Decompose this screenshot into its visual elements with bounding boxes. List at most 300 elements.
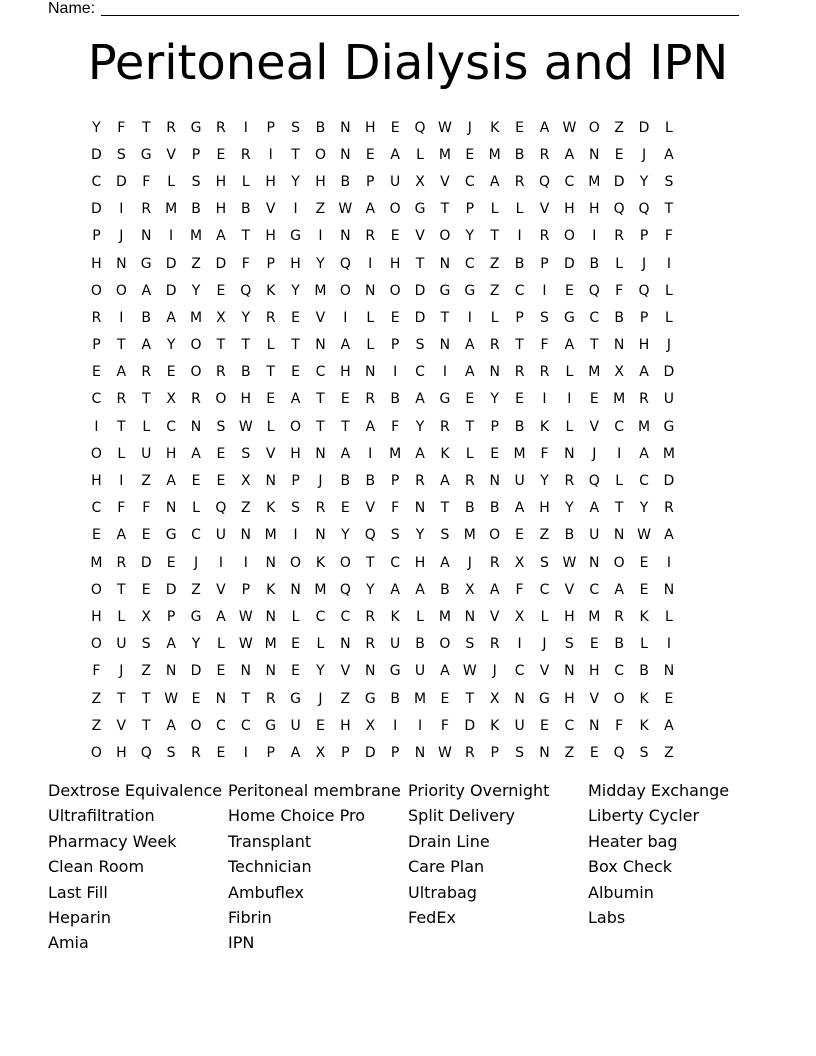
grid-letter: Z [539,527,550,544]
grid-letter: A [365,418,376,435]
grid-letter: A [166,636,176,653]
grid-letter: A [664,717,674,734]
grid-letter: F [241,255,250,272]
grid-letter: L [117,445,126,462]
grid-letter: R [116,391,127,408]
grid-letter: I [243,119,248,136]
grid-letter: F [142,173,151,190]
grid-letter: R [489,636,500,653]
grid-letter: Z [614,119,624,136]
grid-letter: R [141,364,152,381]
grid-letter: K [490,717,500,734]
grid-letter: F [391,418,400,435]
grid-letter: I [243,744,248,761]
grid-letter: E [365,146,375,163]
grid-letter: L [266,337,275,354]
grid-letter: D [165,282,177,299]
grid-letter: Q [414,119,426,136]
grid-letter: H [215,201,227,218]
grid-letter: A [290,391,301,408]
grid-letter: Z [141,473,152,490]
grid-letter: R [639,391,649,408]
grid-letter: N [165,500,177,517]
grid-letter: B [589,255,600,272]
grid-letter: S [291,500,301,517]
grid-letter: H [414,554,426,571]
grid-row [84,467,732,494]
grid-letter: Y [639,500,649,517]
grid-letter: O [90,282,102,299]
grid-letter: E [266,391,276,408]
grid-letter: R [116,554,127,571]
grid-letter: W [164,690,179,707]
grid-letter: L [241,173,250,190]
grid-letter: W [437,744,452,761]
grid-letter: I [94,418,99,435]
grid-row [84,168,732,195]
grid-letter: Q [215,500,227,517]
grid-letter: D [165,255,177,272]
grid-letter: E [515,119,525,136]
grid-letter: R [464,744,475,761]
grid-letter: L [316,636,325,653]
word-bank-item: FedEx [408,907,456,927]
grid-row [84,413,732,440]
grid-letter: D [140,554,152,571]
grid-letter: N [365,364,376,381]
grid-letter: N [365,282,376,299]
name-label: Name: [48,0,96,17]
grid-letter: L [640,636,648,653]
grid-letter: E [291,364,300,381]
grid-letter: C [340,608,351,625]
grid-letter: M [588,173,601,190]
grid-letter: K [315,554,326,571]
grid-letter: K [639,608,649,625]
grid-letter: T [515,337,524,354]
grid-letter: N [489,473,500,490]
grid-letter: V [589,690,600,707]
word-bank-item [588,930,768,955]
name-field [48,0,739,18]
grid-letter: Q [613,201,625,218]
grid-letter: E [216,473,226,490]
grid-letter: R [216,364,226,381]
grid-letter: G [165,527,177,544]
grid-letter: S [465,636,475,653]
grid-letter: P [390,744,400,761]
grid-letter: L [515,201,524,218]
grid-letter: N [663,581,675,598]
grid-letter: X [240,473,251,490]
grid-letter: K [266,282,276,299]
word-bank-item: Transplant [228,831,312,851]
grid-letter: N [315,445,326,462]
grid-letter: J [193,554,199,571]
grid-letter: V [539,663,550,680]
grid-letter: B [315,119,326,136]
grid-letter: N [340,119,351,136]
grid-letter: I [617,445,622,462]
grid-letter: B [465,500,475,517]
grid-letter: U [589,527,600,544]
grid-letter: T [664,201,674,218]
grid-letter: N [564,445,575,462]
grid-letter: J [318,690,323,707]
grid-letter: P [639,228,649,245]
grid-letter: L [167,173,176,190]
grid-letter: B [365,473,376,490]
grid-letter: C [589,581,600,598]
grid-letter: Q [364,527,376,544]
grid-letter: M [513,445,526,462]
grid-letter: E [614,146,624,163]
grid-letter: H [564,201,575,218]
grid-letter: X [166,391,176,408]
grid-letter: B [240,201,251,218]
grid-letter: E [515,527,525,544]
grid-letter: Y [316,255,325,272]
grid-row [84,359,732,386]
grid-letter: R [365,391,376,408]
grid-letter: V [166,146,176,163]
grid-letter: S [141,636,151,653]
word-bank [48,778,768,956]
grid-letter: H [564,608,575,625]
word-bank-item: Drain Line [408,831,490,851]
word-bank-item: Liberty Cycler [588,806,700,826]
grid-letter: B [514,146,525,163]
grid-letter: O [314,146,326,163]
grid-letter: L [615,255,624,272]
grid-letter: H [588,663,600,680]
grid-letter: X [489,690,500,707]
grid-letter: A [564,337,575,354]
grid-row [84,712,732,739]
grid-letter: E [390,228,400,245]
grid-letter: S [191,173,201,190]
grid-letter: C [91,500,102,517]
grid-row [84,277,732,304]
grid-letter: V [539,201,550,218]
grid-letter: I [218,554,223,571]
grid-letter: N [439,255,451,272]
grid-letter: N [589,554,600,571]
grid-letter: B [639,663,649,680]
grid-letter: V [365,500,376,517]
grid-letter: M [314,581,327,598]
grid-letter: I [666,255,671,272]
grid-letter: T [141,119,151,136]
grid-letter: B [614,309,624,326]
grid-letter: M [264,636,277,653]
word-bank-item: Clean Room [48,857,145,877]
grid-letter: D [663,473,675,490]
grid-letter: I [393,364,398,381]
grid-letter: B [614,636,624,653]
grid-row [84,250,732,277]
grid-letter: O [90,445,102,462]
grid-letter: O [563,228,575,245]
grid-letter: U [141,445,152,462]
grid-letter: S [515,744,525,761]
grid-letter: T [589,337,599,354]
grid-letter: L [615,473,624,490]
grid-letter: Y [415,418,425,435]
grid-letter: B [340,473,351,490]
grid-letter: N [564,663,575,680]
grid-letter: W [462,663,477,680]
grid-letter: P [490,744,499,761]
grid-letter: W [238,418,253,435]
grid-letter: P [266,119,275,136]
grid-letter: N [489,364,500,381]
grid-letter: F [615,282,624,299]
grid-letter: U [390,636,401,653]
grid-letter: A [390,146,400,163]
grid-letter: Q [638,282,650,299]
grid-letter: T [117,690,126,707]
grid-letter: A [514,500,525,517]
grid-letter: R [564,473,575,490]
grid-letter: G [563,309,575,326]
grid-letter: H [265,228,276,245]
grid-row [84,549,732,576]
grid-letter: I [542,282,547,299]
grid-letter: W [637,527,651,544]
grid-letter: M [588,608,601,625]
grid-letter: G [190,119,202,136]
grid-letter: S [291,119,301,136]
grid-row [84,739,732,766]
grid-letter: I [666,554,671,571]
grid-letter: O [389,282,401,299]
grid-row [84,223,732,250]
grid-letter: E [465,391,475,408]
grid-letter: R [216,119,226,136]
grid-letter: E [291,663,300,680]
grid-letter: M [189,228,203,245]
grid-letter: F [664,228,673,245]
grid-letter: W [338,201,353,218]
grid-letter: F [92,663,101,680]
grid-letter: I [169,228,174,245]
grid-letter: M [165,201,178,218]
word-bank-item: Care Plan [408,857,485,877]
word-bank-item: Fibrin [228,907,272,927]
grid-letter: A [365,201,376,218]
grid-letter: M [264,527,277,544]
grid-letter: B [564,527,575,544]
grid-letter: A [489,581,500,598]
grid-letter: E [390,309,400,326]
grid-letter: S [241,445,251,462]
grid-letter: I [567,391,572,408]
grid-letter: F [117,119,126,136]
grid-letter: L [540,608,549,625]
grid-letter: M [90,554,103,571]
grid-letter: G [290,690,301,707]
grid-letter: N [240,663,252,680]
grid-letter: B [415,636,425,653]
grid-letter: L [142,418,151,435]
grid-letter: T [141,391,151,408]
grid-letter: X [614,364,624,381]
grid-letter: S [639,744,649,761]
grid-letter: S [216,418,226,435]
grid-letter: C [216,717,226,734]
grid-letter: S [116,146,126,163]
grid-letter: A [589,500,600,517]
grid-letter: G [414,201,426,218]
grid-row [84,631,732,658]
grid-letter: M [488,146,501,163]
grid-letter: R [191,744,201,761]
grid-letter: F [540,337,549,354]
grid-letter: E [639,581,649,598]
grid-letter: I [393,717,398,734]
grid-row [84,332,732,359]
grid-letter: N [190,418,202,435]
grid-letter: H [91,255,102,272]
grid-letter: I [243,554,248,571]
grid-letter: Q [638,201,650,218]
grid-letter: B [514,418,525,435]
grid-letter: O [190,337,202,354]
grid-letter: W [238,636,253,653]
grid-letter: I [318,228,323,245]
grid-letter: W [437,119,452,136]
grid-letter: X [216,309,226,326]
grid-letter: M [463,527,476,544]
grid-letter: L [216,636,225,653]
grid-letter: I [368,445,373,462]
grid-letter: A [166,717,176,734]
grid-letter: E [340,391,350,408]
grid-letter: U [290,717,301,734]
grid-letter: E [564,282,574,299]
grid-letter: N [340,228,351,245]
grid-letter: E [291,309,300,326]
grid-letter: B [514,255,525,272]
grid-letter: R [91,309,102,326]
grid-letter: T [117,581,126,598]
grid-letter: H [315,173,326,190]
grid-letter: R [240,146,251,163]
grid-letter: N [439,337,451,354]
grid-letter: E [141,527,151,544]
grid-row [84,440,732,467]
word-bank-item: IPN [228,933,255,953]
grid-letter: Y [92,119,101,136]
grid-letter: E [589,744,599,761]
grid-letter: X [141,608,152,625]
grid-letter: X [514,554,525,571]
grid-row [84,685,732,712]
grid-letter: Y [540,473,549,490]
grid-letter: P [166,608,176,625]
grid-letter: T [614,500,624,517]
grid-letter: D [414,309,426,326]
grid-letter: B [390,391,400,408]
grid-letter: J [492,663,497,680]
grid-letter: E [166,364,176,381]
word-bank-item: Labs [588,907,626,927]
word-search-grid [84,114,732,767]
grid-letter: C [614,663,625,680]
grid-letter: X [315,744,326,761]
grid-letter: O [588,119,600,136]
grid-letter: N [290,581,301,598]
grid-letter: C [514,282,525,299]
grid-letter: O [439,228,451,245]
grid-letter: C [191,527,201,544]
grid-letter: K [390,608,400,625]
grid-letter: A [166,309,176,326]
grid-row [84,386,732,413]
grid-letter: G [389,663,401,680]
grid-letter: A [539,119,550,136]
grid-letter: W [238,608,253,625]
grid-letter: Y [365,581,375,598]
grid-letter: C [315,364,326,381]
grid-letter: V [265,201,276,218]
grid-letter: A [440,663,450,680]
grid-letter: D [215,255,227,272]
grid-letter: L [565,418,574,435]
grid-letter: N [613,527,625,544]
grid-letter: D [464,717,476,734]
grid-letter: C [464,255,475,272]
grid-letter: V [564,581,575,598]
grid-letter: N [539,744,550,761]
grid-letter: T [291,146,300,163]
grid-letter: L [192,500,200,517]
grid-letter: I [293,527,298,544]
grid-letter: T [117,337,126,354]
grid-letter: H [638,337,650,354]
grid-letter: F [142,500,151,517]
grid-letter: L [366,309,375,326]
grid-letter: C [464,173,475,190]
grid-letter: Z [141,663,152,680]
grid-letter: T [241,690,251,707]
grid-letter: D [638,119,650,136]
grid-letter: N [215,690,227,707]
grid-letter: D [663,364,675,381]
word-bank-item: Split Delivery [408,806,515,826]
grid-letter: F [540,445,549,462]
grid-letter: U [390,173,401,190]
grid-letter: B [191,201,201,218]
grid-letter: H [290,445,301,462]
grid-letter: C [91,391,102,408]
grid-letter: T [216,337,226,354]
grid-letter: R [539,146,550,163]
grid-letter: G [265,717,277,734]
grid-letter: N [140,228,152,245]
grid-letter: T [141,690,151,707]
grid-letter: I [417,717,423,734]
word-bank-item [408,930,588,955]
grid-letter: R [539,364,550,381]
grid-letter: O [613,690,625,707]
grid-letter: R [489,337,500,354]
grid-letter: L [490,201,499,218]
grid-row [84,495,732,522]
grid-letter: T [241,228,251,245]
grid-letter: O [190,717,202,734]
